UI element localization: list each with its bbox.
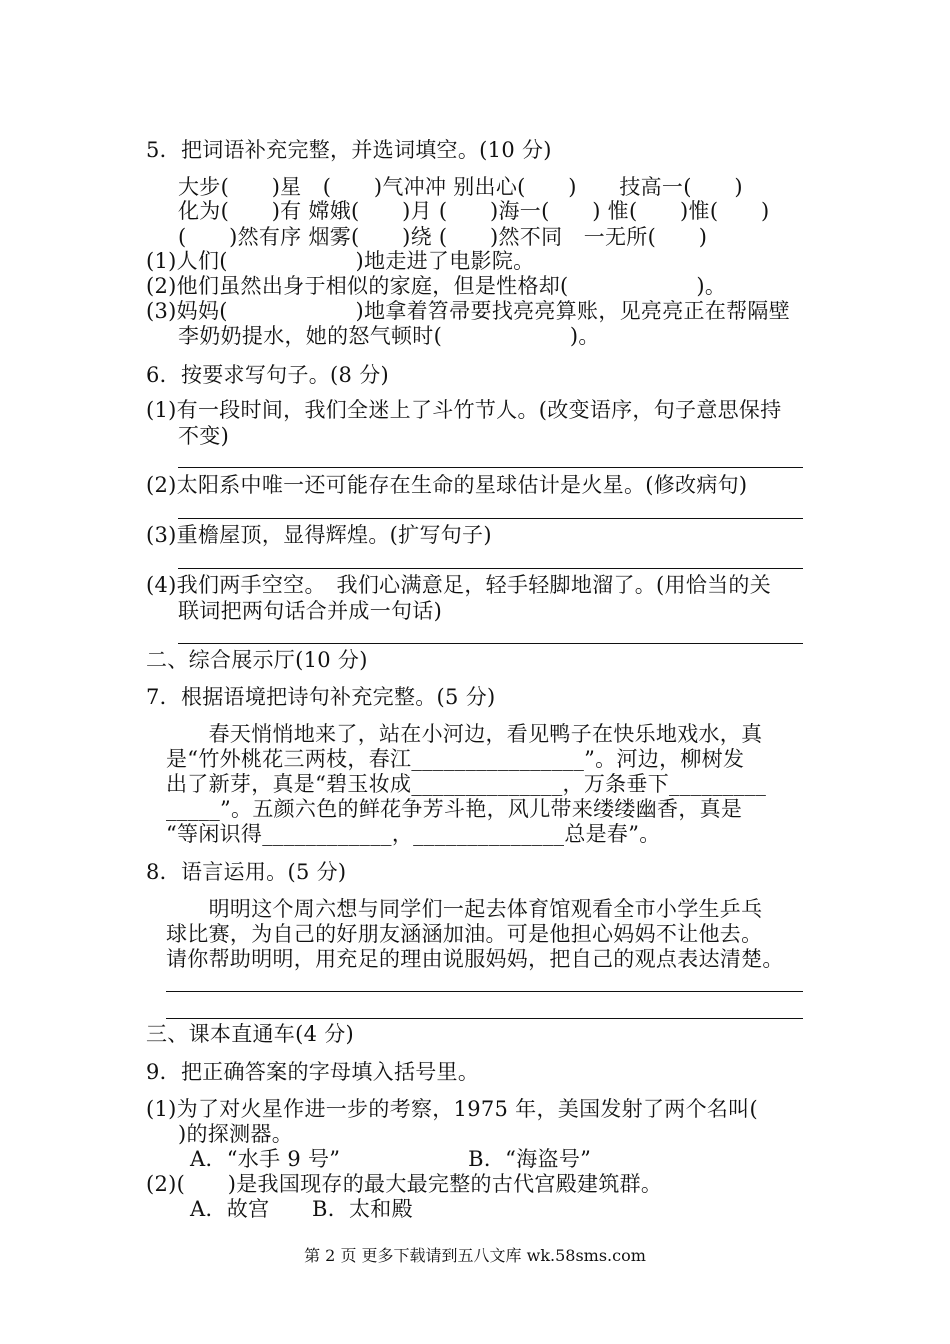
- q5-words-row-2: 化为( )有 嫦娥( )月 ( )海一( ) 惟( )惟( ): [178, 199, 770, 223]
- q7-line-2: 是“竹外桃花三两枝，春江________________”。河边，柳树发: [166, 747, 745, 771]
- q9-item-1-options: A．“水手 9 号” B．“海盗号”: [190, 1147, 592, 1171]
- q6-item-3: (3)重檐屋顶，显得辉煌。(扩写句子): [146, 523, 492, 547]
- q6-title: 6．按要求写句子。(8 分): [146, 363, 389, 387]
- q6-item-1: (1)有一段时间，我们全迷上了斗竹节人。(改变语序，句子意思保持: [146, 398, 782, 422]
- answer-line: [178, 467, 803, 468]
- q8-line-1: 明明这个周六想与同学们一起去体育馆观看全市小学生乒乓: [166, 897, 763, 921]
- answer-line: [178, 518, 803, 519]
- q6-item-1-cont: 不变): [178, 424, 230, 448]
- q5-sentence-1: (1)人们( )地走进了电影院。: [146, 249, 535, 273]
- q6-item-4-cont: 联词把两句话合并成一句话): [178, 599, 443, 623]
- q7-line-5: “等闲识得____________，______________总是春”。: [166, 822, 661, 846]
- q5-words-row-1: 大步( )星 ( )气冲冲 别出心( ) 技高一( ): [178, 175, 743, 199]
- answer-line: [178, 568, 803, 569]
- q7-title: 7．根据语境把诗句补充完整。(5 分): [146, 685, 496, 709]
- q7-line-3: 出了新芽，真是“碧玉妆成______________，万条垂下_________: [166, 772, 767, 796]
- answer-line: [178, 643, 803, 644]
- q7-line-1: 春天悄悄地来了，站在小河边，看见鸭子在快乐地戏水，真: [166, 722, 763, 746]
- q5-title: 5．把词语补充完整，并选词填空。(10 分): [146, 138, 552, 162]
- q8-line-2: 球比赛，为自己的好朋友涵涵加油。可是他担心妈妈不让他去。: [166, 922, 763, 946]
- q8-title: 8．语言运用。(5 分): [146, 860, 347, 884]
- q9-item-1-cont: )的探测器。: [178, 1122, 293, 1146]
- q5-words-row-3: ( )然有序 烟雾( )绕 ( )然不同 一无所( ): [178, 225, 708, 249]
- page-footer: 第 2 页 更多下载请到五八文库 wk.58sms.com: [304, 1246, 646, 1265]
- q6-item-2: (2)太阳系中唯一还可能存在生命的星球估计是火星。(修改病句): [146, 473, 748, 497]
- q9-title: 9．把正确答案的字母填入括号里。: [146, 1060, 480, 1084]
- q8-line-3: 请你帮助明明，用充足的理由说服妈妈，把自己的观点表达清楚。: [166, 947, 784, 971]
- q9-item-1: (1)为了对火星作进一步的考察，1975 年，美国发射了两个名叫(: [146, 1097, 758, 1121]
- answer-line: [166, 991, 803, 992]
- q5-sentence-3: (3)妈妈( )地拿着笤帚要找亮亮算账，见亮亮正在帮隔壁: [146, 299, 791, 323]
- section-2-heading: 二、综合展示厅(10 分): [146, 648, 368, 672]
- answer-line: [166, 1018, 803, 1019]
- q9-item-2: (2)( )是我国现存的最大最完整的古代宫殿建筑群。: [146, 1172, 663, 1196]
- q5-sentence-3-cont: 李奶奶提水，她的怒气顿时( )。: [178, 324, 600, 348]
- q7-line-4: _____”。五颜六色的鲜花争芳斗艳，风儿带来缕缕幽香，真是: [166, 797, 743, 821]
- q9-item-2-options: A．故宫 B．太和殿: [190, 1197, 413, 1221]
- section-3-heading: 三、课本直通车(4 分): [146, 1022, 355, 1046]
- q6-item-4: (4)我们两手空空。 我们心满意足，轻手轻脚地溜了。(用恰当的关: [146, 573, 772, 597]
- q5-sentence-2: (2)他们虽然出身于相似的家庭，但是性格却( )。: [146, 274, 727, 298]
